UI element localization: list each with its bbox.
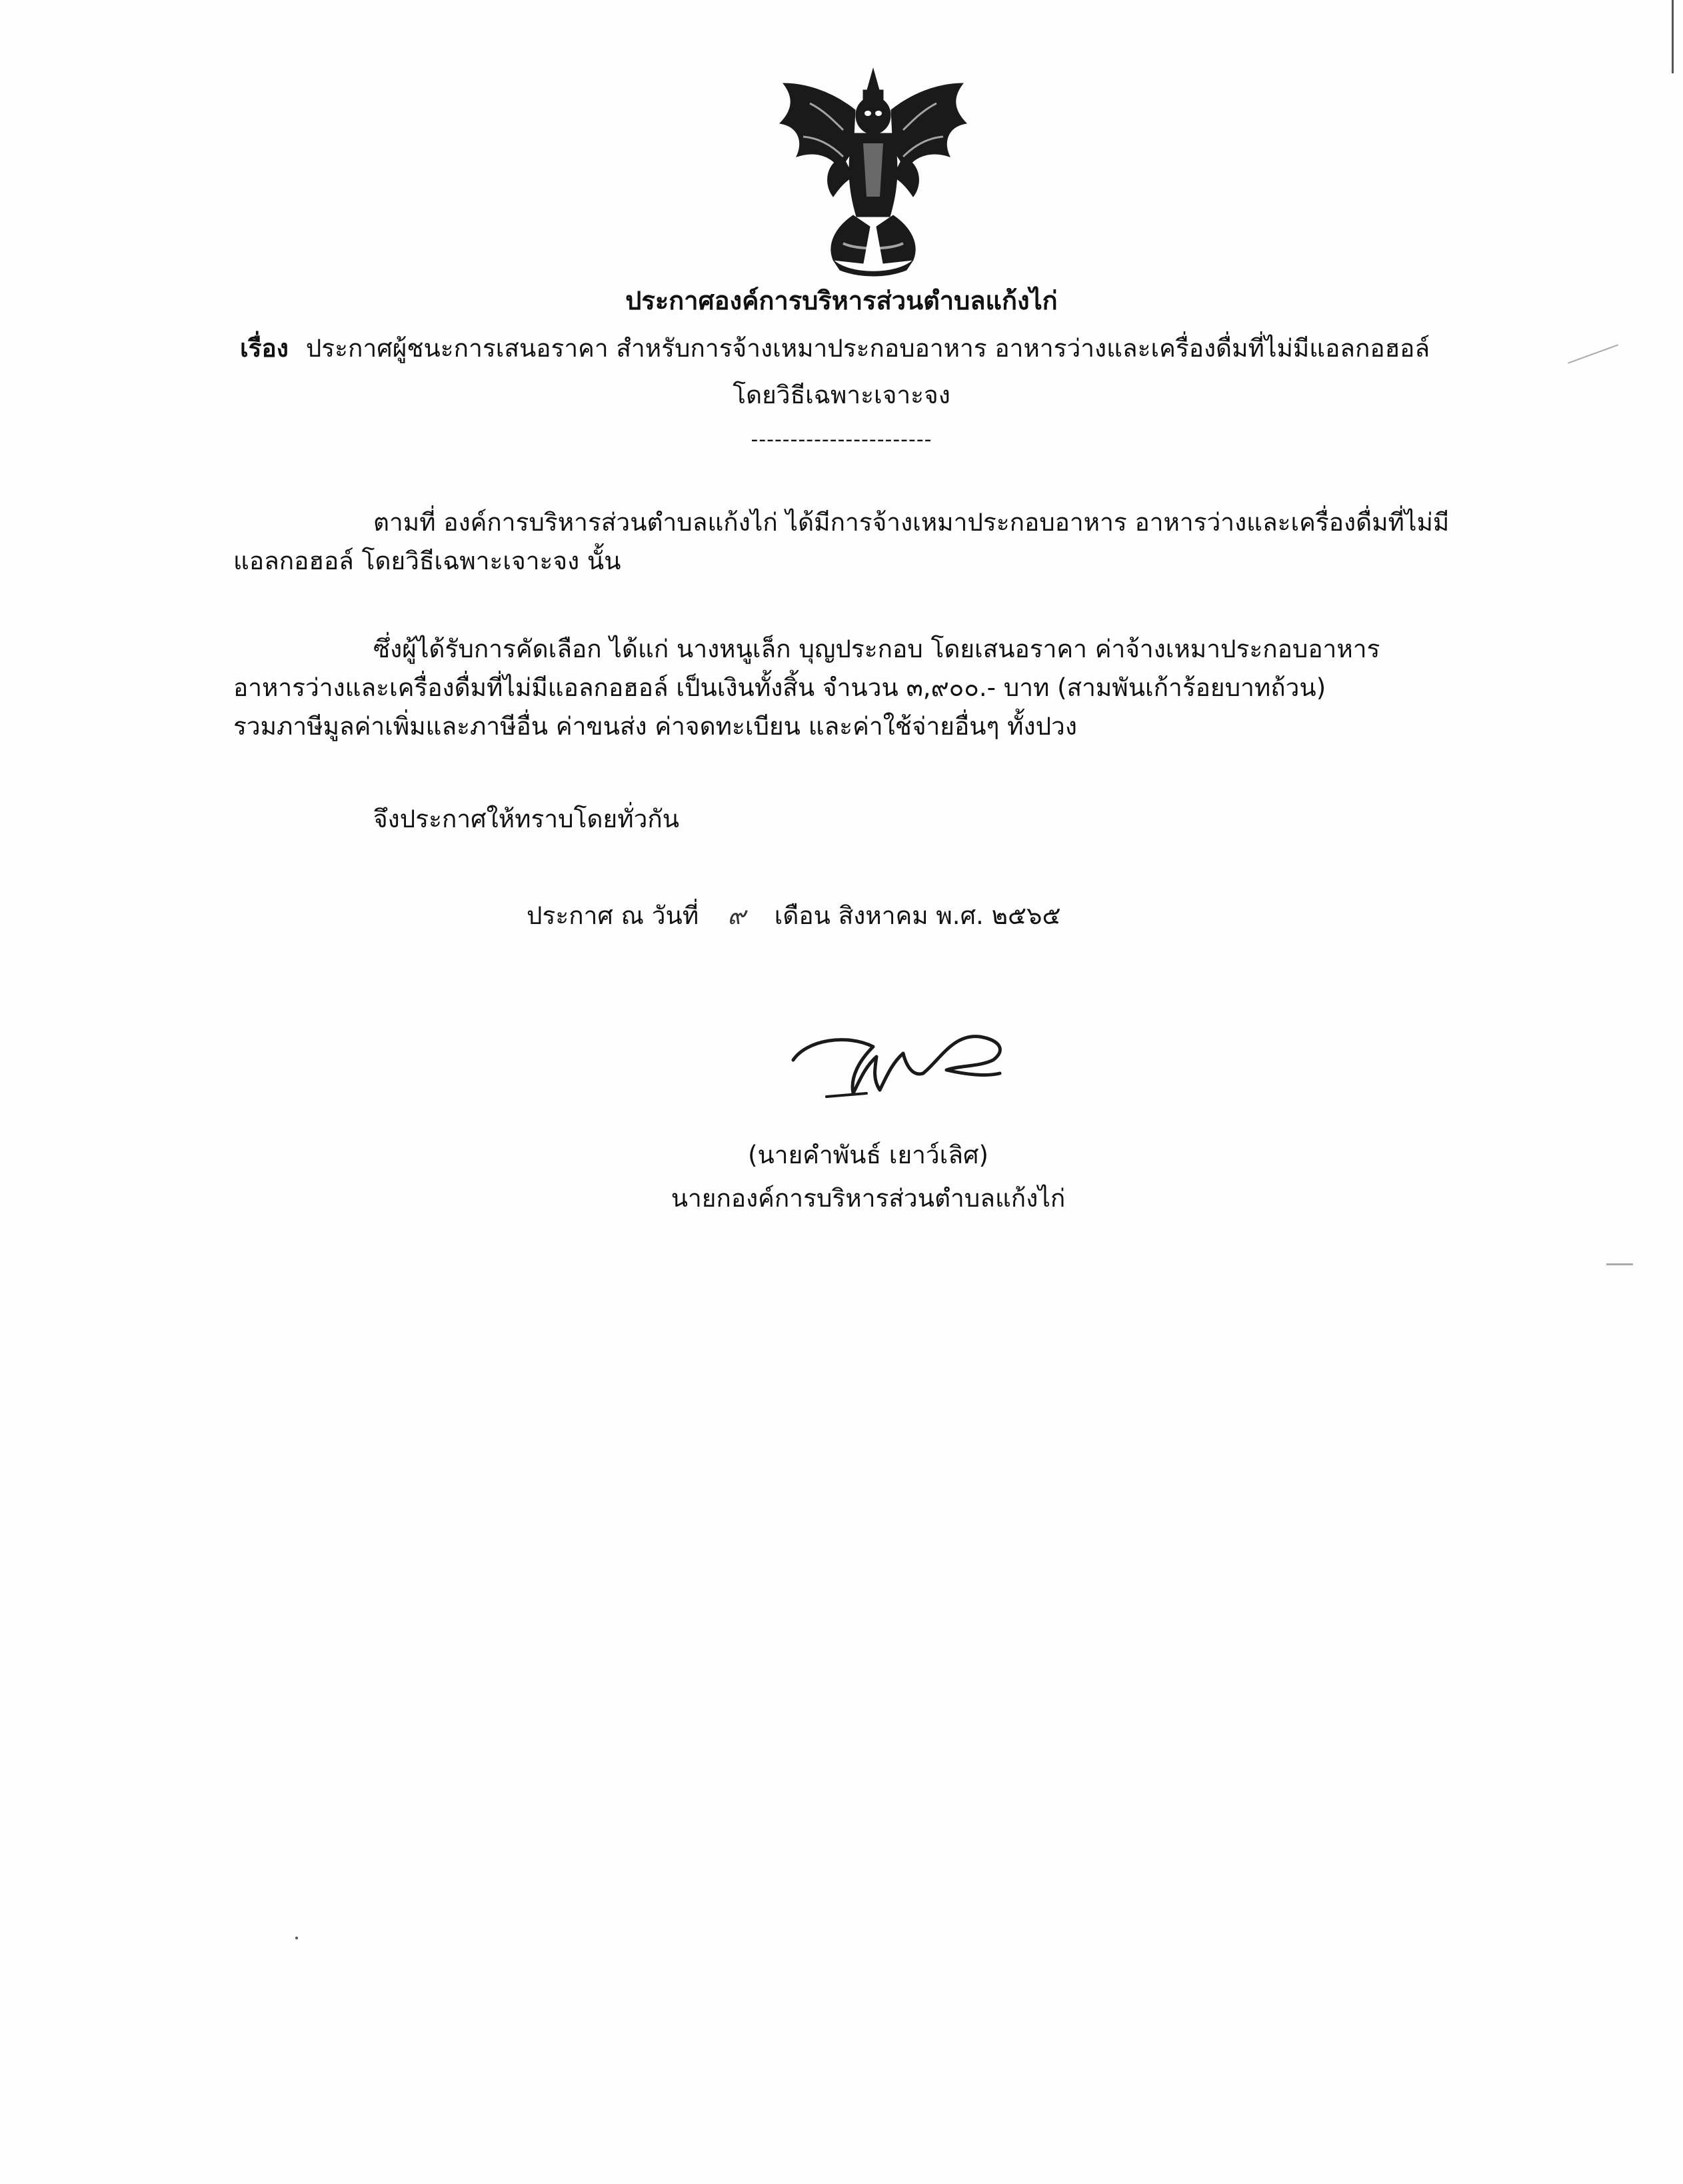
scan-speck [1568,344,1618,363]
scan-speck [1606,1263,1633,1265]
announcement-date [527,897,1060,935]
scan-border-mark [1672,0,1674,73]
date-prefix: ประกาศ ณ วันที่ [527,901,699,930]
handwritten-signature [787,1013,1026,1107]
subject-text: ประกาศผู้ชนะการเสนอราคา สำหรับการจ้างเหมาประกอบอาหาร อาหารว่างและเครื่องดื่มที่ไม่มีแอลกอฮอล์ [305,334,1430,363]
paragraph-line: แอลกอฮอล์ โดยวิธีเฉพาะเจาะจง นั้น [233,547,621,575]
paragraph-line: ซึ่งผู้ได้รับการคัดเลือก ได้แก่ นางหนูเล็ก บุญประกอบ โดยเสนอราคา ค่าจ้างเหมาประกอบอาหาร [373,635,1380,663]
signatory-name: (นายคำพันธ์ เยาว์เลิศ) [748,1141,988,1169]
date-suffix: เดือน สิงหาคม พ.ศ. ๒๕๖๕ [774,901,1061,930]
subject-line [240,330,1520,367]
paragraph-line: รวมภาษีมูลค่าเพิ่มและภาษีอื่น ค่าขนส่ง ค่าจดทะเบียน และค่าใช้จ่ายอื่นๆ ทั้งปวง [233,712,1077,741]
subject-label: เรื่อง [240,334,289,363]
paragraph-winner [233,630,1500,746]
paragraph-line: จึงประกาศให้ทราบโดยทั่วกัน [373,805,680,833]
paragraph-line: อาหารว่างและเครื่องดื่มที่ไม่มีแอลกอฮอล์ เป็นเงินทั้งสิ้น จำนวน ๓,๙๐๐.- บาท (สามพันเก้าร้อยบาทถ้วน) [233,673,1326,702]
paragraph-closing [233,800,1500,839]
scan-speck [295,1937,298,1939]
garuda-emblem [770,63,976,280]
date-day: ๙ [727,901,746,930]
signatory-position: นายกองค์การบริหารส่วนตำบลแก้งไก่ [671,1184,1066,1213]
separator-line: ----------------------- [751,428,932,451]
paragraph-line: ตามที่ องค์การบริหารส่วนตำบลแก้งไก่ ได้มีการจ้างเหมาประกอบอาหาร อาหารว่างและเครื่องดื่มที่ไม่มี [373,508,1450,537]
announcement-title: ประกาศองค์การบริหารส่วนตำบลแก้งไก่ [625,286,1058,315]
paragraph-intro [233,503,1500,581]
subject-continuation: โดยวิธีเฉพาะเจาะจง [733,381,950,409]
